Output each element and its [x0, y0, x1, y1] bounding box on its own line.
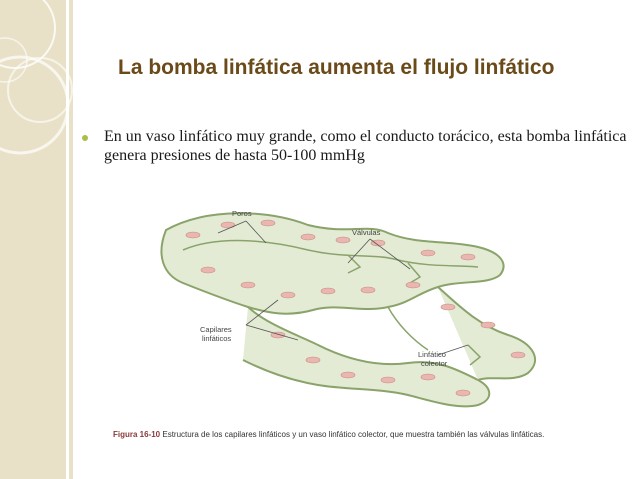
label-capilares-line-2: linfáticos	[202, 334, 232, 343]
decorative-sidebar	[0, 0, 73, 479]
bullet-dot-icon	[82, 135, 88, 141]
lymphatic-diagram	[148, 195, 568, 447]
sidebar-circles-decoration	[0, 0, 73, 479]
label-capilares-line-1: Capilares	[200, 325, 232, 334]
figure-caption	[113, 430, 613, 439]
sidebar-divider	[66, 0, 69, 479]
bullet-text: En un vaso linfático muy grande, como el conducto torácico, esta bomba linfática genera presiones de hasta 50-100 mmHg	[104, 128, 627, 164]
label-valvulas: Válvulas	[352, 228, 381, 237]
label-poros: Poros	[232, 209, 252, 218]
caption-text: Estructura de los capilares linfáticos y un vaso linfático colector, que muestra también las válvulas linfáticas.	[162, 430, 545, 439]
bullet-item	[82, 127, 627, 165]
label-colector-line-1: Linfático	[418, 350, 446, 359]
caption-number: Figura 16-10	[113, 430, 161, 439]
slide-title: La bomba linfática aumenta el flujo linfático	[118, 56, 555, 79]
label-colector-line-2: colector	[421, 359, 448, 368]
